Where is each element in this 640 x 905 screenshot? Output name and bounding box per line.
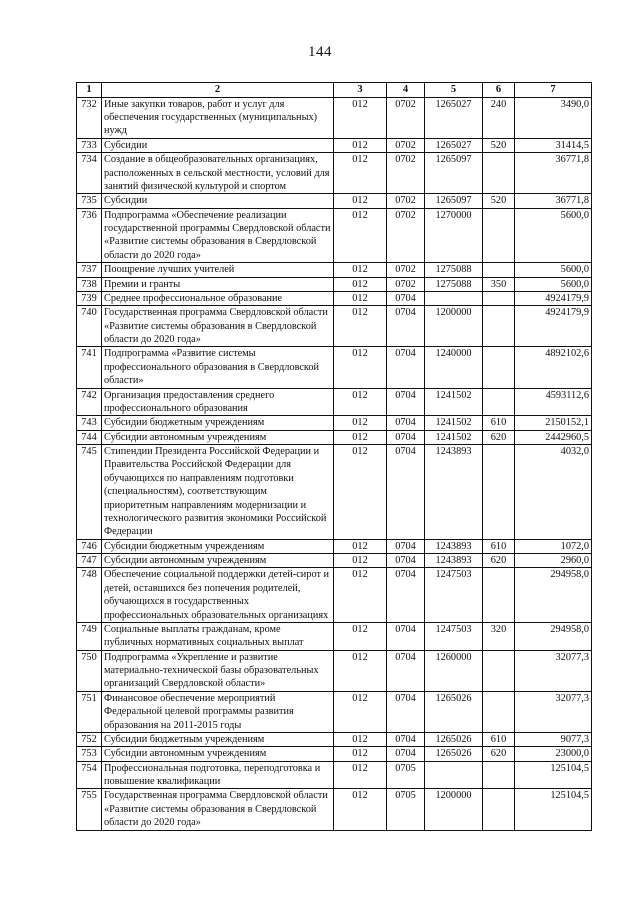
row-section-code: 0702 bbox=[387, 208, 425, 263]
row-amount: 36771,8 bbox=[515, 153, 592, 194]
row-target-code: 1240000 bbox=[425, 347, 483, 388]
row-name: Профессиональная подготовка, переподготовка и повышение квалификации bbox=[102, 761, 334, 789]
row-expense-type-code bbox=[483, 445, 515, 540]
row-name: Государственная программа Свердловской области «Развитие системы образования в Свердловской области до 2020 года» bbox=[102, 306, 334, 347]
row-section-code: 0704 bbox=[387, 747, 425, 761]
row-section-code: 0704 bbox=[387, 539, 425, 553]
row-section-code: 0704 bbox=[387, 445, 425, 540]
row-department-code: 012 bbox=[334, 291, 387, 305]
row-department-code: 012 bbox=[334, 761, 387, 789]
header-col-1: 1 bbox=[77, 83, 102, 98]
row-section-code: 0705 bbox=[387, 789, 425, 830]
row-name: Субсидии бюджетным учреждениям bbox=[102, 539, 334, 553]
row-expense-type-code: 240 bbox=[483, 97, 515, 138]
row-number: 737 bbox=[77, 263, 102, 277]
row-section-code: 0704 bbox=[387, 416, 425, 430]
row-section-code: 0704 bbox=[387, 691, 425, 732]
row-expense-type-code: 520 bbox=[483, 194, 515, 208]
row-target-code: 1260000 bbox=[425, 650, 483, 691]
row-department-code: 012 bbox=[334, 650, 387, 691]
row-name: Субсидии bbox=[102, 194, 334, 208]
table-row bbox=[77, 650, 592, 691]
header-row bbox=[77, 83, 592, 98]
row-department-code: 012 bbox=[334, 347, 387, 388]
row-target-code: 1243893 bbox=[425, 539, 483, 553]
table-row bbox=[77, 761, 592, 789]
row-amount: 4924179,9 bbox=[515, 306, 592, 347]
header-col-4: 4 bbox=[387, 83, 425, 98]
row-number: 750 bbox=[77, 650, 102, 691]
row-department-code: 012 bbox=[334, 747, 387, 761]
budget-table bbox=[76, 82, 592, 831]
row-target-code: 1275088 bbox=[425, 263, 483, 277]
row-target-code bbox=[425, 291, 483, 305]
row-department-code: 012 bbox=[334, 388, 387, 416]
table-row bbox=[77, 539, 592, 553]
row-number: 751 bbox=[77, 691, 102, 732]
row-department-code: 012 bbox=[334, 568, 387, 623]
row-section-code: 0702 bbox=[387, 263, 425, 277]
header-col-5: 5 bbox=[425, 83, 483, 98]
header-col-2: 2 bbox=[102, 83, 334, 98]
row-amount: 2150152,1 bbox=[515, 416, 592, 430]
row-target-code: 1265027 bbox=[425, 138, 483, 152]
row-section-code: 0704 bbox=[387, 347, 425, 388]
row-expense-type-code: 620 bbox=[483, 554, 515, 568]
row-expense-type-code bbox=[483, 291, 515, 305]
row-expense-type-code: 620 bbox=[483, 747, 515, 761]
row-number: 734 bbox=[77, 153, 102, 194]
row-target-code: 1265026 bbox=[425, 747, 483, 761]
row-name: Субсидии bbox=[102, 138, 334, 152]
row-number: 747 bbox=[77, 554, 102, 568]
row-section-code: 0702 bbox=[387, 138, 425, 152]
table-row bbox=[77, 97, 592, 138]
row-name: Субсидии автономным учреждениям bbox=[102, 430, 334, 444]
row-amount: 36771,8 bbox=[515, 194, 592, 208]
table-row bbox=[77, 277, 592, 291]
row-number: 752 bbox=[77, 732, 102, 746]
row-section-code: 0704 bbox=[387, 306, 425, 347]
row-department-code: 012 bbox=[334, 554, 387, 568]
row-amount: 5600,0 bbox=[515, 208, 592, 263]
row-name: Субсидии автономным учреждениям bbox=[102, 747, 334, 761]
row-number: 749 bbox=[77, 622, 102, 650]
row-section-code: 0705 bbox=[387, 761, 425, 789]
row-target-code: 1243893 bbox=[425, 554, 483, 568]
row-number: 733 bbox=[77, 138, 102, 152]
row-department-code: 012 bbox=[334, 153, 387, 194]
row-amount: 2442960,5 bbox=[515, 430, 592, 444]
row-department-code: 012 bbox=[334, 732, 387, 746]
row-amount: 4593112,6 bbox=[515, 388, 592, 416]
row-target-code: 1241502 bbox=[425, 388, 483, 416]
row-department-code: 012 bbox=[334, 416, 387, 430]
table-body bbox=[77, 97, 592, 830]
row-number: 732 bbox=[77, 97, 102, 138]
row-name: Создание в общеобразовательных организациях, расположенных в сельской местности, условий для занятий физической культурой и спортом bbox=[102, 153, 334, 194]
row-amount: 1072,0 bbox=[515, 539, 592, 553]
row-expense-type-code bbox=[483, 208, 515, 263]
row-expense-type-code bbox=[483, 568, 515, 623]
row-name: Подпрограмма «Укрепление и развитие материально-технической базы образовательных организаций Свердловской области» bbox=[102, 650, 334, 691]
row-target-code: 1241502 bbox=[425, 416, 483, 430]
row-section-code: 0702 bbox=[387, 194, 425, 208]
row-name: Организация предоставления среднего профессионального образования bbox=[102, 388, 334, 416]
row-department-code: 012 bbox=[334, 539, 387, 553]
row-section-code: 0702 bbox=[387, 153, 425, 194]
row-number: 755 bbox=[77, 789, 102, 830]
row-amount: 9077,3 bbox=[515, 732, 592, 746]
row-target-code: 1200000 bbox=[425, 306, 483, 347]
row-section-code: 0704 bbox=[387, 291, 425, 305]
row-target-code: 1243893 bbox=[425, 445, 483, 540]
row-name: Иные закупки товаров, работ и услуг для обеспечения государственных (муниципальных) нужд bbox=[102, 97, 334, 138]
row-name: Субсидии автономным учреждениям bbox=[102, 554, 334, 568]
row-department-code: 012 bbox=[334, 430, 387, 444]
row-target-code: 1265097 bbox=[425, 153, 483, 194]
row-department-code: 012 bbox=[334, 208, 387, 263]
table-row bbox=[77, 347, 592, 388]
row-amount: 2960,0 bbox=[515, 554, 592, 568]
row-section-code: 0704 bbox=[387, 650, 425, 691]
row-name: Стипендии Президента Российской Федерации и Правительства Российской Федерации для обучающихся по направлениям подготовки (специальностям), соответствующим приоритетным направлениям модернизации и технологического развития экономики Российской Федерации bbox=[102, 445, 334, 540]
row-expense-type-code bbox=[483, 650, 515, 691]
table-row bbox=[77, 306, 592, 347]
row-department-code: 012 bbox=[334, 263, 387, 277]
row-name: Среднее профессиональное образование bbox=[102, 291, 334, 305]
row-name: Социальные выплаты гражданам, кроме публичных нормативных социальных выплат bbox=[102, 622, 334, 650]
row-section-code: 0704 bbox=[387, 430, 425, 444]
table-row bbox=[77, 208, 592, 263]
row-expense-type-code bbox=[483, 761, 515, 789]
row-target-code: 1200000 bbox=[425, 789, 483, 830]
row-number: 740 bbox=[77, 306, 102, 347]
row-amount: 4892102,6 bbox=[515, 347, 592, 388]
table-row bbox=[77, 388, 592, 416]
row-amount: 5600,0 bbox=[515, 277, 592, 291]
row-expense-type-code: 610 bbox=[483, 416, 515, 430]
table-row bbox=[77, 416, 592, 430]
row-expense-type-code: 620 bbox=[483, 430, 515, 444]
row-number: 736 bbox=[77, 208, 102, 263]
row-amount: 4032,0 bbox=[515, 445, 592, 540]
row-number: 754 bbox=[77, 761, 102, 789]
row-target-code bbox=[425, 761, 483, 789]
table-row bbox=[77, 622, 592, 650]
row-number: 746 bbox=[77, 539, 102, 553]
row-expense-type-code: 520 bbox=[483, 138, 515, 152]
row-expense-type-code: 610 bbox=[483, 732, 515, 746]
row-amount: 294958,0 bbox=[515, 568, 592, 623]
row-department-code: 012 bbox=[334, 306, 387, 347]
row-name: Премии и гранты bbox=[102, 277, 334, 291]
table-row bbox=[77, 291, 592, 305]
table-row bbox=[77, 747, 592, 761]
table-row bbox=[77, 430, 592, 444]
row-number: 745 bbox=[77, 445, 102, 540]
table-row bbox=[77, 691, 592, 732]
row-department-code: 012 bbox=[334, 138, 387, 152]
row-amount: 31414,5 bbox=[515, 138, 592, 152]
row-name: Подпрограмма «Развитие системы профессионального образования в Свердловской области» bbox=[102, 347, 334, 388]
row-target-code: 1270000 bbox=[425, 208, 483, 263]
header-col-7: 7 bbox=[515, 83, 592, 98]
page-number: 144 bbox=[308, 44, 332, 60]
row-amount: 4924179,9 bbox=[515, 291, 592, 305]
table-row bbox=[77, 138, 592, 152]
row-amount: 294958,0 bbox=[515, 622, 592, 650]
row-section-code: 0704 bbox=[387, 388, 425, 416]
row-name: Финансовое обеспечение мероприятий Федеральной целевой программы развития образования на 2011-2015 годы bbox=[102, 691, 334, 732]
row-expense-type-code: 320 bbox=[483, 622, 515, 650]
row-expense-type-code bbox=[483, 789, 515, 830]
row-target-code: 1265026 bbox=[425, 732, 483, 746]
table-row bbox=[77, 568, 592, 623]
header-col-3: 3 bbox=[334, 83, 387, 98]
table-row bbox=[77, 789, 592, 830]
row-target-code: 1265027 bbox=[425, 97, 483, 138]
row-target-code: 1247503 bbox=[425, 622, 483, 650]
row-section-code: 0704 bbox=[387, 732, 425, 746]
row-number: 738 bbox=[77, 277, 102, 291]
row-section-code: 0704 bbox=[387, 622, 425, 650]
table-row bbox=[77, 194, 592, 208]
row-amount: 32077,3 bbox=[515, 650, 592, 691]
row-number: 748 bbox=[77, 568, 102, 623]
row-department-code: 012 bbox=[334, 622, 387, 650]
table-row bbox=[77, 554, 592, 568]
table-row bbox=[77, 445, 592, 540]
row-name: Субсидии бюджетным учреждениям bbox=[102, 416, 334, 430]
row-target-code: 1247503 bbox=[425, 568, 483, 623]
row-department-code: 012 bbox=[334, 277, 387, 291]
row-department-code: 012 bbox=[334, 789, 387, 830]
row-section-code: 0702 bbox=[387, 277, 425, 291]
row-department-code: 012 bbox=[334, 194, 387, 208]
row-department-code: 012 bbox=[334, 97, 387, 138]
row-amount: 125104,5 bbox=[515, 789, 592, 830]
row-name: Государственная программа Свердловской области «Развитие системы образования в Свердловской области до 2020 года» bbox=[102, 789, 334, 830]
row-number: 739 bbox=[77, 291, 102, 305]
row-amount: 32077,3 bbox=[515, 691, 592, 732]
row-section-code: 0702 bbox=[387, 97, 425, 138]
row-expense-type-code bbox=[483, 347, 515, 388]
row-expense-type-code bbox=[483, 153, 515, 194]
row-department-code: 012 bbox=[334, 445, 387, 540]
row-name: Обеспечение социальной поддержки детей-сирот и детей, оставшихся без попечения родителей, обучающихся в государственных профессиональных образовательных организациях bbox=[102, 568, 334, 623]
row-amount: 125104,5 bbox=[515, 761, 592, 789]
table-row bbox=[77, 263, 592, 277]
row-number: 735 bbox=[77, 194, 102, 208]
row-number: 742 bbox=[77, 388, 102, 416]
row-amount: 5600,0 bbox=[515, 263, 592, 277]
row-amount: 3490,0 bbox=[515, 97, 592, 138]
row-expense-type-code bbox=[483, 388, 515, 416]
row-name: Поощрение лучших учителей bbox=[102, 263, 334, 277]
row-number: 743 bbox=[77, 416, 102, 430]
row-target-code: 1241502 bbox=[425, 430, 483, 444]
row-target-code: 1265097 bbox=[425, 194, 483, 208]
row-expense-type-code: 610 bbox=[483, 539, 515, 553]
row-expense-type-code bbox=[483, 691, 515, 732]
table-row bbox=[77, 732, 592, 746]
row-section-code: 0704 bbox=[387, 554, 425, 568]
row-expense-type-code: 350 bbox=[483, 277, 515, 291]
row-department-code: 012 bbox=[334, 691, 387, 732]
row-number: 741 bbox=[77, 347, 102, 388]
row-section-code: 0704 bbox=[387, 568, 425, 623]
table-row bbox=[77, 153, 592, 194]
header-col-6: 6 bbox=[483, 83, 515, 98]
row-expense-type-code bbox=[483, 306, 515, 347]
row-name: Субсидии бюджетным учреждениям bbox=[102, 732, 334, 746]
row-amount: 23000,0 bbox=[515, 747, 592, 761]
row-target-code: 1265026 bbox=[425, 691, 483, 732]
row-name: Подпрограмма «Обеспечение реализации государственной программы Свердловской области «Развитие системы образования в Свердловской области до 2020 года» bbox=[102, 208, 334, 263]
row-target-code: 1275088 bbox=[425, 277, 483, 291]
row-number: 744 bbox=[77, 430, 102, 444]
row-expense-type-code bbox=[483, 263, 515, 277]
row-number: 753 bbox=[77, 747, 102, 761]
